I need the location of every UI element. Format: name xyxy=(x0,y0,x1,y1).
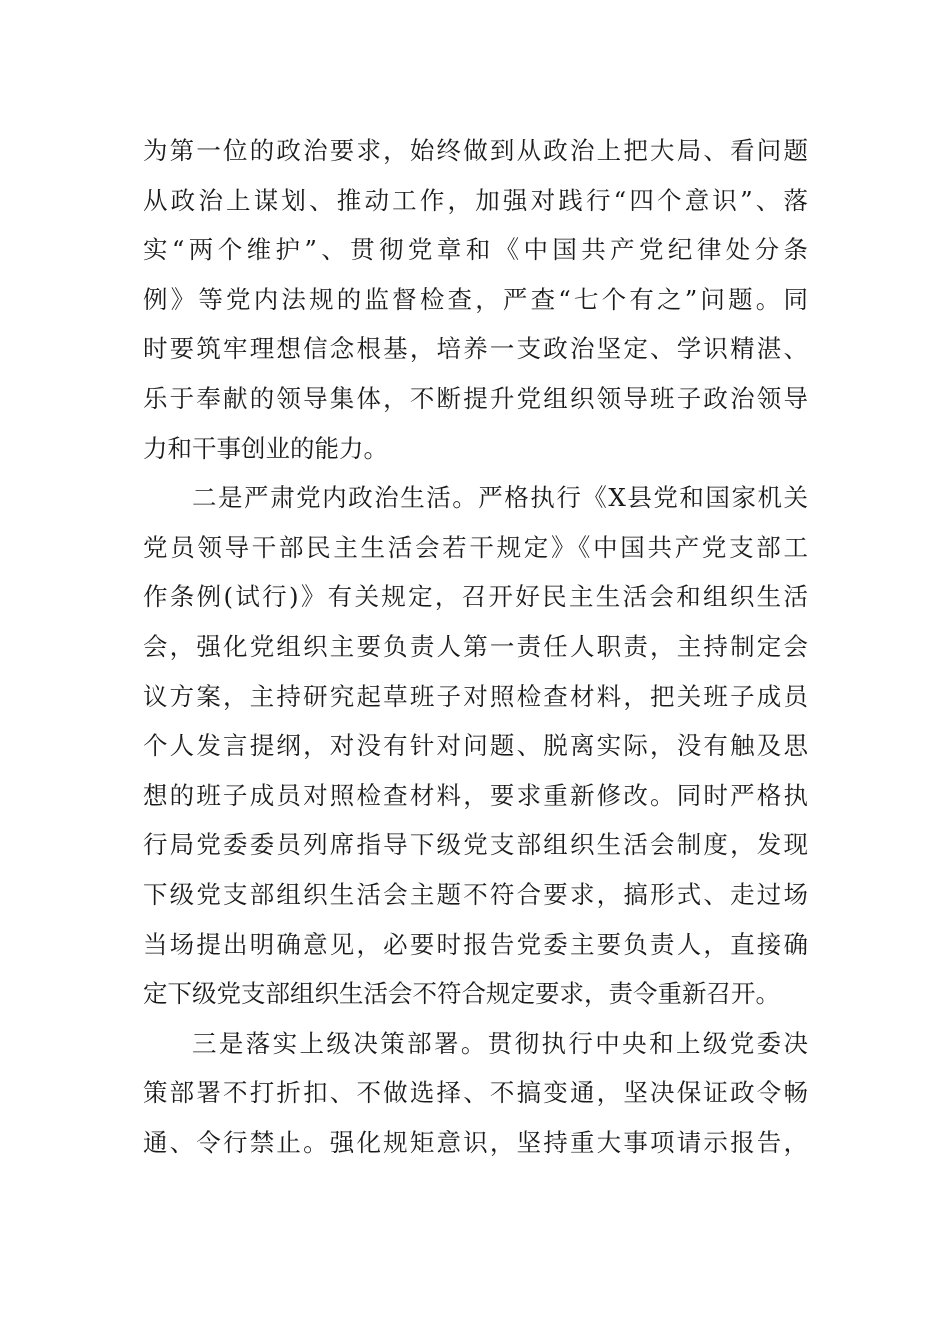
text-line: 想的班子成员对照检查材料，要求重新修改。同时严格执 xyxy=(143,780,808,810)
text-line: 个人发言提纲，对没有针对问题、脱离实际，没有触及思 xyxy=(143,731,808,761)
text-line: 会，强化党组织主要负责人第一责任人职责，主持制定会 xyxy=(143,631,808,661)
text-line: 三是落实上级决策部署。贯彻执行中央和上级党委决 xyxy=(192,1028,808,1058)
text-line: 当场提出明确意见，必要时报告党委主要负责人，直接确 xyxy=(143,929,808,959)
text-line: 通、令行禁止。强化规矩意识，坚持重大事项请示报告， xyxy=(143,1127,808,1157)
text-line: 时要筑牢理想信念根基，培养一支政治坚定、学识精湛、 xyxy=(143,334,808,364)
text-line: 党员领导干部民主生活会若干规定》《中国共产党支部工 xyxy=(143,532,808,562)
text-line: 力和干事创业的能力。 xyxy=(143,433,388,463)
text-line: 策部署不打折扣、不做选择、不搞变通，坚决保证政令畅 xyxy=(143,1078,808,1108)
text-line: 下级党支部组织生活会主题不符合要求，搞形式、走过场 xyxy=(143,879,808,909)
text-line: 为第一位的政治要求，始终做到从政治上把大局、看问题 xyxy=(143,136,808,165)
text-line: 实“两个维护”、贯彻党章和《中国共产党纪律处分条 xyxy=(143,235,808,265)
text-line: 行局党委委员列席指导下级党支部组织生活会制度，发现 xyxy=(143,830,808,860)
text-line: 乐于奉献的领导集体，不断提升党组织领导班子政治领导 xyxy=(143,383,808,413)
text-line: 作条例(试行)》有关规定，召开好民主生活会和组织生活 xyxy=(143,582,808,612)
text-line: 议方案，主持研究起草班子对照检查材料，把关班子成员 xyxy=(143,681,808,711)
text-line: 例》等党内法规的监督检查，严查“七个有之”问题。同 xyxy=(143,284,808,314)
text-line: 二是严肃党内政治生活。严格执行《X县党和国家机关 xyxy=(192,483,808,513)
body-text xyxy=(143,126,808,1167)
text-line: 定下级党支部组织生活会不符合规定要求，责令重新召开。 xyxy=(143,979,780,1009)
text-line: 从政治上谋划、推动工作，加强对践行“四个意识”、落 xyxy=(143,185,808,215)
